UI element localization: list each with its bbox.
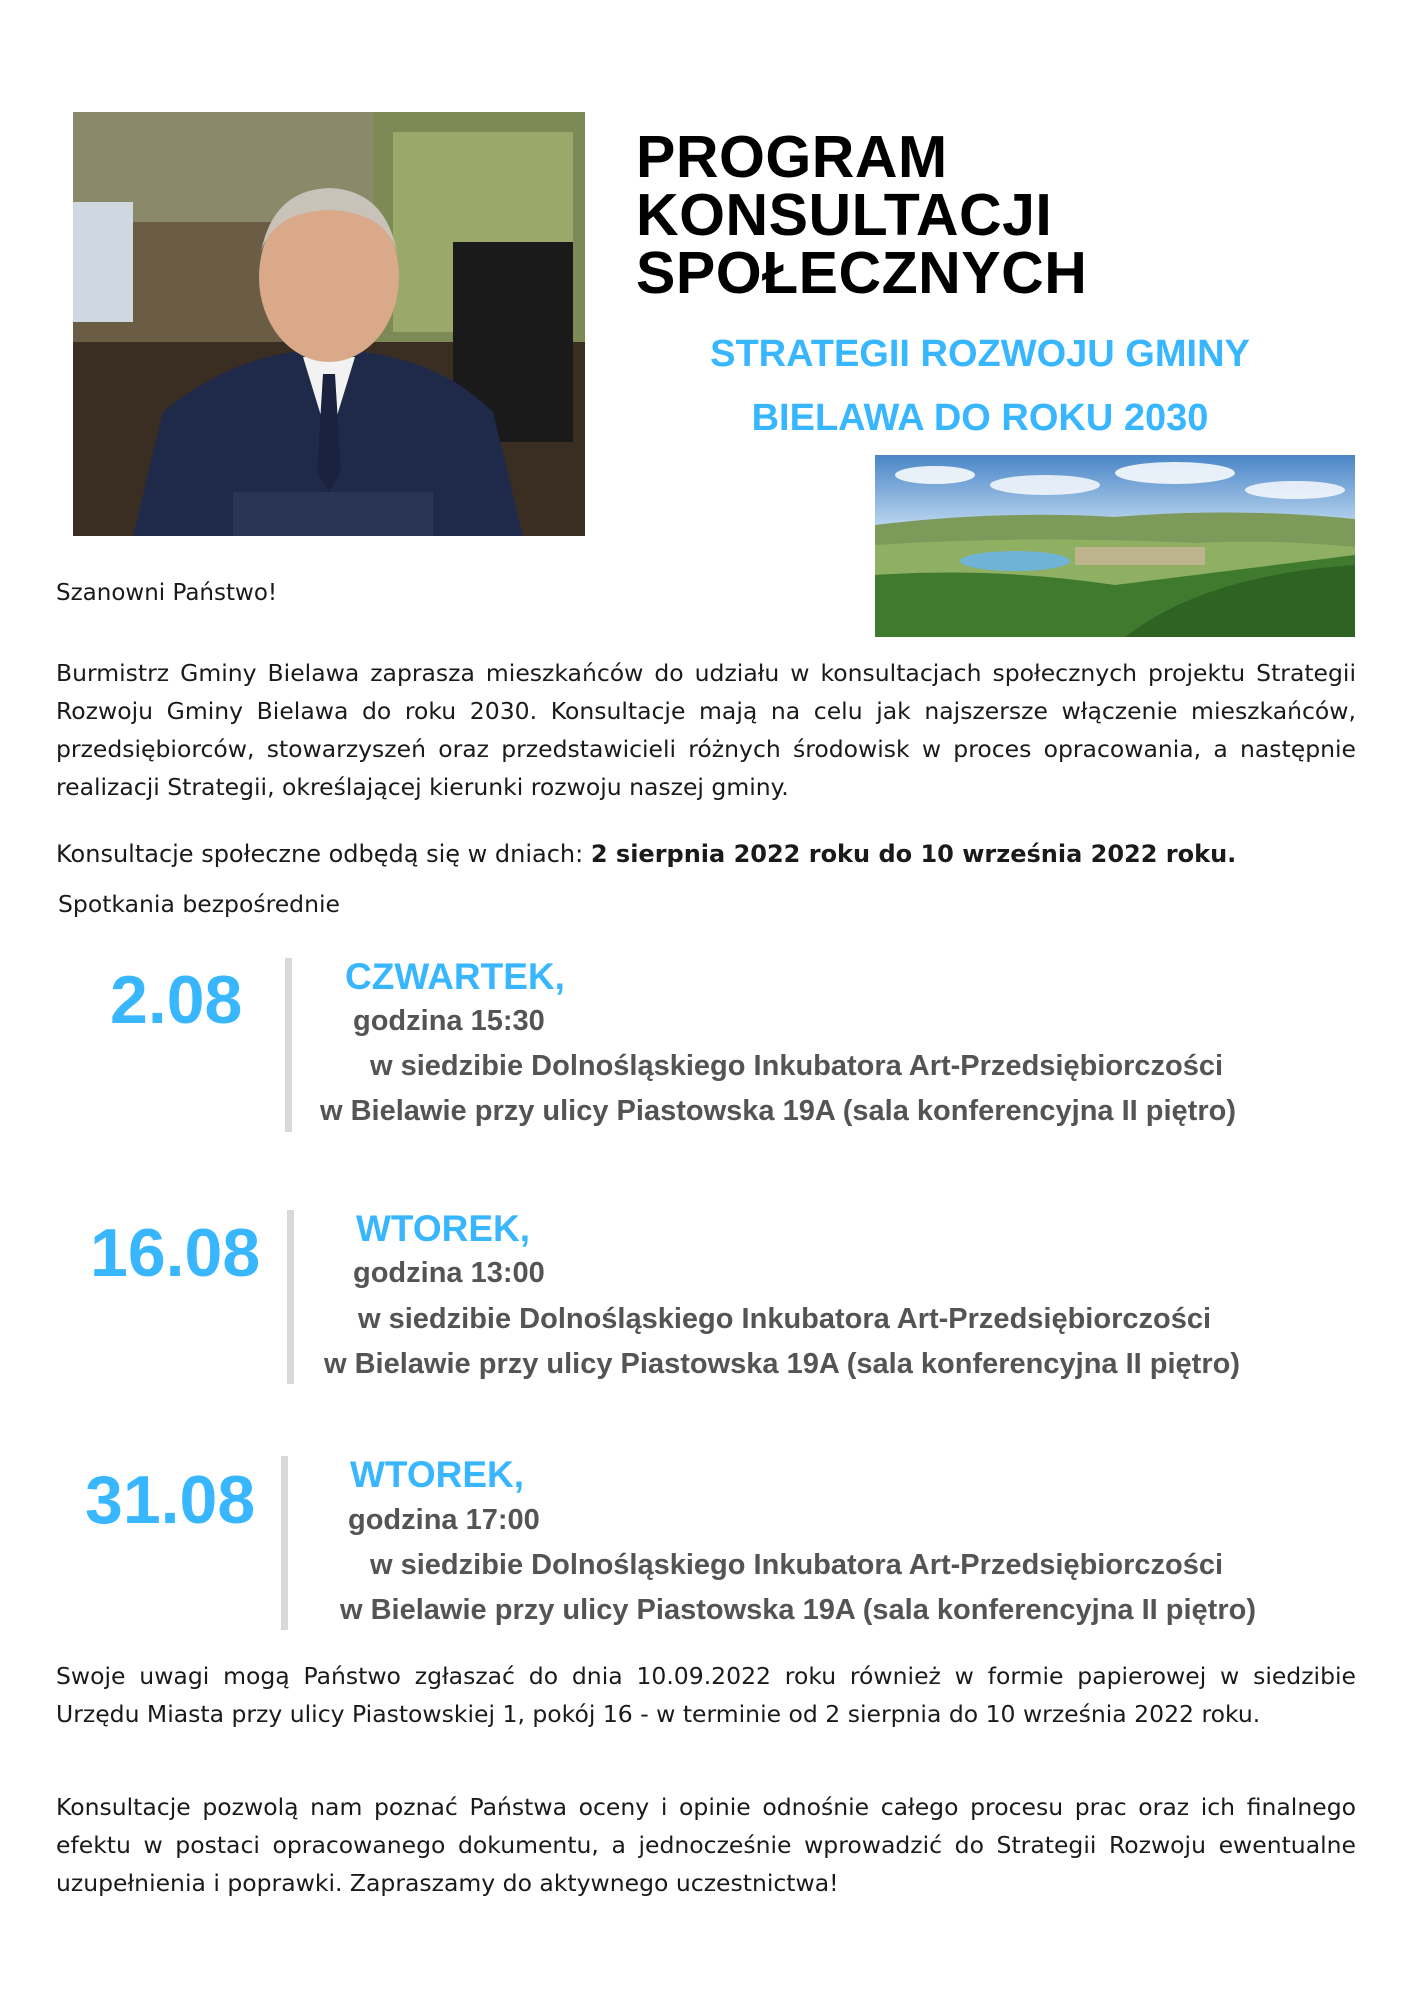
mayor-portrait-photo <box>73 112 585 536</box>
meeting-place-line1: w siedzibie Dolnośląskiego Inkubatora Art-Przedsiębiorczości <box>370 1549 1224 1581</box>
title-line: PROGRAM <box>636 124 948 190</box>
consultation-dates <box>56 840 1236 868</box>
meeting-time: godzina 15:30 <box>353 1005 545 1037</box>
landscape-photo <box>875 455 1355 637</box>
meeting-time: godzina 17:00 <box>348 1504 540 1536</box>
intro-paragraph: Burmistrz Gminy Bielawa zaprasza mieszkańców do udziału w konsultacjach społecznych projektu Strategii Rozwoju Gminy Bielawa do roku 2030. Konsultacje mają na celu jak najszersze włączenie mieszkańców, przedsiębiorców, stowarzyszeń oraz przedstawicieli różnych środowisk w proces opracowania, a następnie realizacji Strategii, określającej kierunki rozwoju naszej gminy. <box>56 659 1356 801</box>
document-title <box>636 124 1196 306</box>
dates-prefix: Konsultacje społeczne odbędą się w dniach: <box>56 840 591 868</box>
document-subtitle <box>650 322 1310 450</box>
greeting-text: Szanowni Państwo! <box>56 580 278 606</box>
meeting-place-line1: w siedzibie Dolnośląskiego Inkubatora Art-Przedsiębiorczości <box>358 1303 1212 1335</box>
meeting-date: 31.08 <box>85 1462 256 1538</box>
meeting-divider <box>285 958 292 1132</box>
dates-range: 2 sierpnia 2022 roku do 10 września 2022 roku. <box>590 840 1237 868</box>
meeting-time: godzina 13:00 <box>353 1257 545 1289</box>
meeting-day: WTOREK, <box>350 1454 525 1495</box>
submission-info-paragraph: Swoje uwagi mogą Państwo zgłaszać do dnia 10.09.2022 roku również w formie papierowej w siedzibie Urzędu Miasta przy ulicy Piastowskiej 1, pokój 16 - w terminie od 2 sierpnia do 10 września 2022 roku. <box>56 1662 1356 1728</box>
meeting-place-line2: w Bielawie przy ulicy Piastowska 19A (sala konferencyjna II piętro) <box>324 1348 1240 1380</box>
title-line: SPOŁECZNYCH <box>636 240 1088 306</box>
meeting-date: 2.08 <box>110 962 243 1038</box>
meeting-day: WTOREK, <box>356 1208 531 1249</box>
meeting-place-line2: w Bielawie przy ulicy Piastowska 19A (sala konferencyjna II piętro) <box>340 1594 1256 1626</box>
subtitle-line: BIELAWA DO ROKU 2030 <box>751 397 1209 439</box>
title-line: KONSULTACJI <box>636 182 1053 248</box>
meeting-place-line1: w siedzibie Dolnośląskiego Inkubatora Art-Przedsiębiorczości <box>370 1050 1224 1082</box>
closing-paragraph: Konsultacje pozwolą nam poznać Państwa oceny i opinie odnośnie całego procesu prac oraz ich finalnego efektu w postaci opracowanego dokumentu, a jednocześnie wprowadzić do Strategii Rozwoju ewentualne uzupełnienia i poprawki. Zapraszamy do aktywnego uczestnictwa! <box>56 1793 1356 1897</box>
meeting-divider <box>287 1210 294 1384</box>
meetings-heading: Spotkania bezpośrednie <box>58 890 340 918</box>
meeting-place-line2: w Bielawie przy ulicy Piastowska 19A (sala konferencyjna II piętro) <box>320 1095 1236 1127</box>
meeting-date: 16.08 <box>90 1215 261 1291</box>
meeting-divider <box>281 1456 288 1630</box>
subtitle-line: STRATEGII ROZWOJU GMINY <box>710 333 1250 375</box>
meeting-day: CZWARTEK, <box>345 956 565 997</box>
